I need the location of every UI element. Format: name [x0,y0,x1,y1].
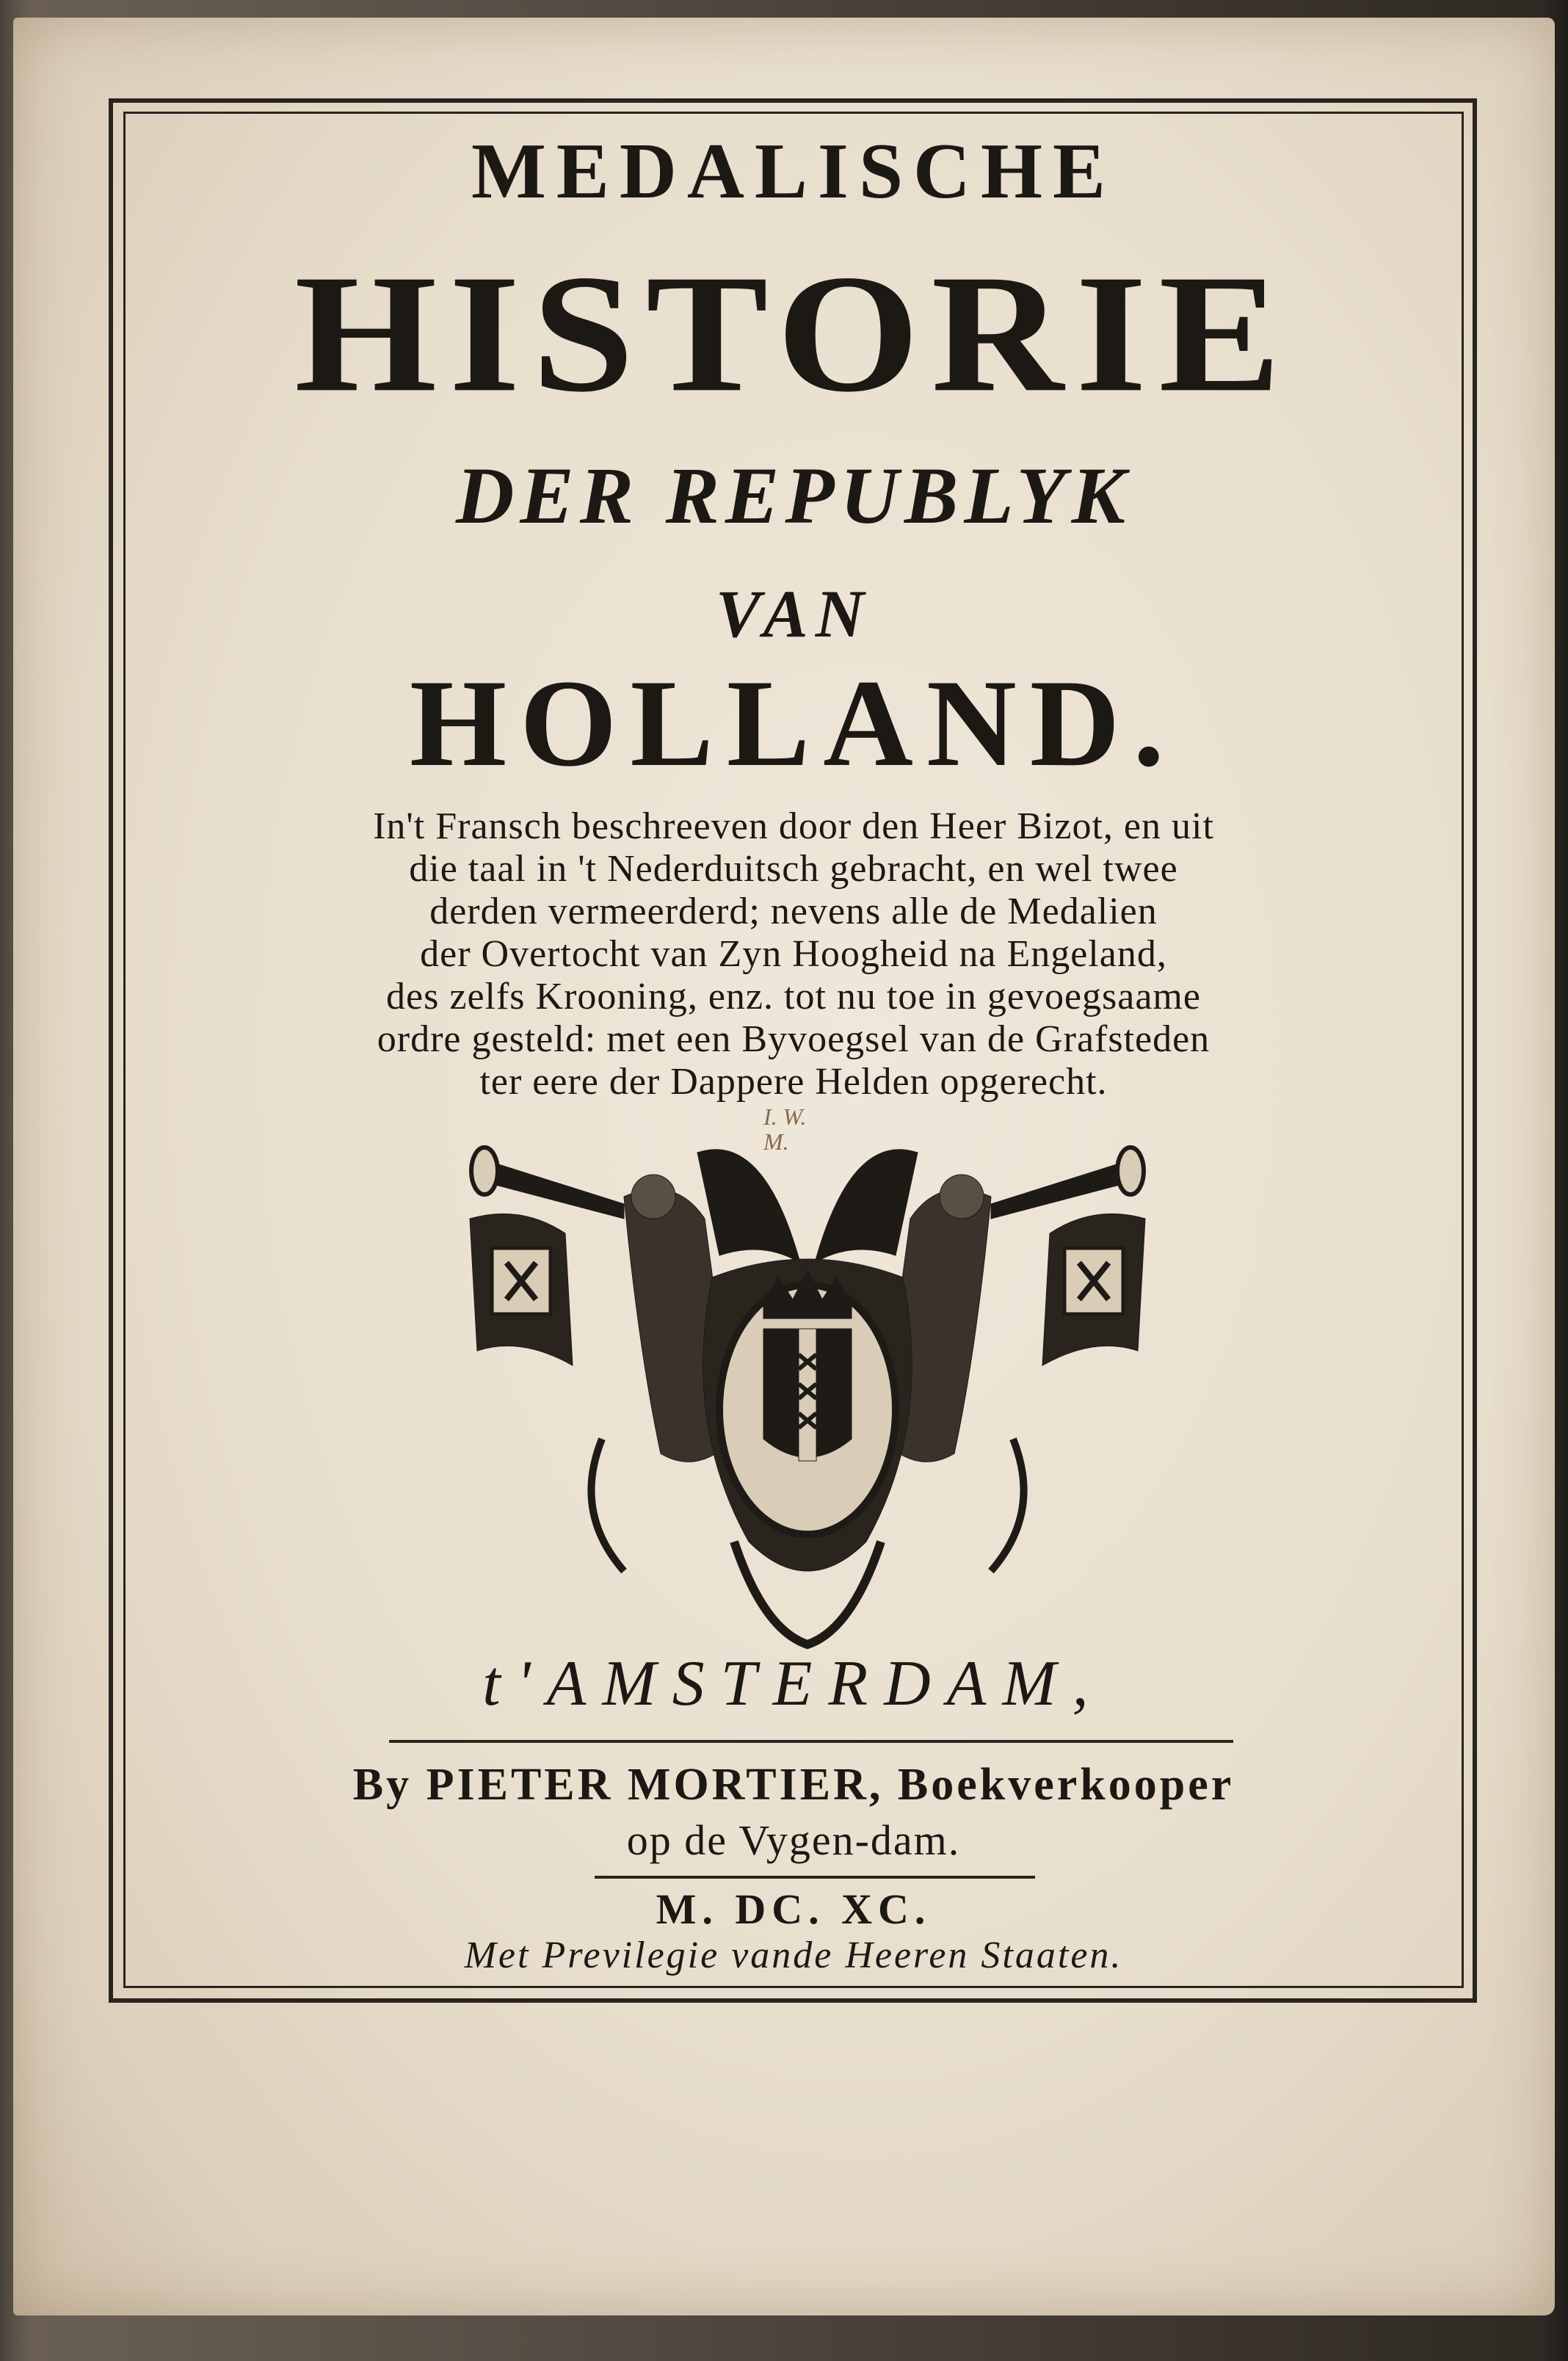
imprint-city: t'AMSTERDAM, [482,1648,1105,1719]
engraver-initials-line: M. [763,1128,789,1155]
title-line-der-republyk: DER REPUBLYK [455,451,1132,540]
subtitle-line: In't Fransch beschreeven door den Heer Bizot, en uit [373,805,1214,847]
subtitle-line: die taal in 't Nederduitsch gebracht, en wel twee [409,848,1178,890]
title-line-medalische: MEDALISCHE [471,128,1117,215]
subtitle-line: derden vermeerderd; nevens alle de Medalien [429,891,1158,932]
imprint-address: op de Vygen-dam. [626,1816,961,1864]
imprint-rule [389,1740,1233,1743]
subtitle-line: ter eere der Dappere Helden opgerecht. [479,1061,1108,1103]
amsterdam-coat-of-arms-with-angels-icon [455,1128,1160,1659]
subtitle-line: der Overtocht van Zyn Hoogheid na Engeland, [420,933,1167,975]
title-line-holland: HOLLAND. [409,654,1178,792]
imprint-privilege: Met Previlegie vande Heeren Staaten. [464,1934,1123,1976]
date-rule [595,1876,1035,1879]
imprint-date: M. DC. XC. [656,1885,932,1933]
subtitle-line: ordre gesteld: met een Byvoegsel van de Grafsteden [377,1018,1211,1060]
engraver-initials-line: I. W. [763,1103,807,1130]
subtitle-line: des zelfs Krooning, enz. tot nu toe in gevoegsaame [386,976,1201,1018]
imprint-publisher: By PIETER MORTIER, Boekverkooper [352,1760,1235,1810]
title-line-historie: HISTORIE [294,240,1293,427]
title-line-van: VAN [715,576,872,651]
